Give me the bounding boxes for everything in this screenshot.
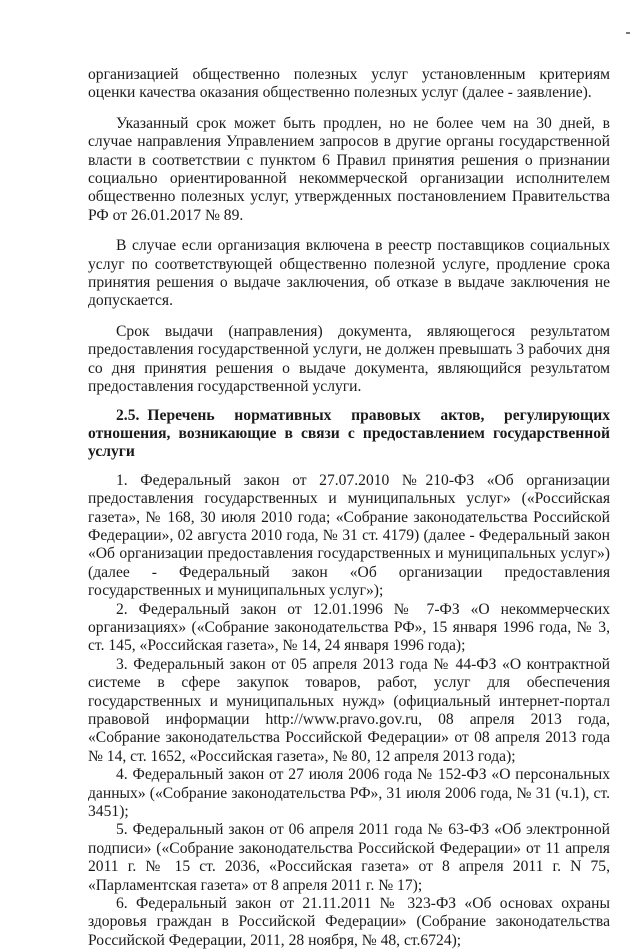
paragraph-continuation: организацией общественно полезных услуг установленным критериям оценки качества оказания общественно полезных услуг (далее - заявление). <box>88 66 610 102</box>
list-item: 3. Федеральный закон от 05 апреля 2013 года № 44-ФЗ «О контрактной системе в сфере закупок товаров, работ, услуг для обеспечения государственных и муниципальных нужд» (официальный интернет-портал правовой информации http://www.pravo.gov.ru, 08 апреля 2013 года, «Собрание законодательства Российской Федерации» от 08 апреля 2013 года № 14, ст. 1652, «Российская газета», № 80, 12 апреля 2013 года); <box>88 655 610 765</box>
paragraph-extension: Указанный срок может быть продлен, но не более чем на 30 дней, в случае направления Управлением запросов в другие органы государственной власти в соответствии с пунктом 6 Правил принятия решения о признании социально ориентированной некоммерческой организации исполнителем общественно полезных услуг, утвержденных постановлением Правительства РФ от 26.01.2017 № 89. <box>88 114 610 224</box>
document-body <box>88 66 610 950</box>
list-item: 6. Федеральный закон от 21.11.2011 № 323-ФЗ «Об основах охраны здоровья граждан в Российской Федерации» (Собрание законодательства Российской Федерации, 2011, 28 ноября, № 48, ст.6724); <box>88 895 610 949</box>
section-title: Перечень нормативных правовых актов, регулирующих отношения, возникающие в связи с предоставлением государственной услуги <box>88 406 610 461</box>
list-item: 2. Федеральный закон от 12.01.1996 № 7-ФЗ «О некоммерческих организациях» («Собрание законодательства РФ», 15 января 1996 года, № 3, ст. 145, «Российская газета», № 14, 24 января 1996 года); <box>88 600 610 655</box>
scan-mark <box>626 32 630 34</box>
section-number: 2.5. <box>116 406 140 424</box>
list-item: 5. Федеральный закон от 06 апреля 2011 года № 63-ФЗ «Об электронной подписи» («Собрание законодательства Российской Федерации» от 11 апреля 2011 г. № 15 ст. 2036, «Российская газета» от 8 апреля 2011 г. N 75, «Парламентская газета» от 8 апреля 2011 г. № 17); <box>88 821 610 894</box>
paragraph-issue-term: Срок выдачи (направления) документа, являющегося результатом предоставления государственной услуги, не должен превышать 3 рабочих дня со дня принятия решения о выдаче документа, являющийся результатом предоставления государственной услуги. <box>88 322 610 396</box>
paragraph-registry: В случае если организация включена в реестр поставщиков социальных услуг по соответствующей общественно полезной услуге, продление срока принятия решения о выдаче заключения, об отказе в выдаче заключения не допускается. <box>88 237 610 310</box>
section-heading <box>88 407 610 462</box>
list-item: 1. Федеральный закон от 27.07.2010 №210-ФЗ «Об организации предоставления государственных и муниципальных услуг» («Российская газета», № 168, 30 июля 2010 года; «Собрание законодательства Российской Федерации», 02 августа 2010 года, № 31 ст. 4179) (далее - Федеральный закон «Об организации предоставления государственных и муниципальных услуг») (далее - Федеральный закон «Об организации предоставления государственных и муниципальных услуг»); <box>88 471 610 600</box>
list-item: 4. Федеральный закон от 27 июля 2006 года № 152-ФЗ «О персональных данных» («Собрание законодательства РФ», 31 июля 2006 года, № 31 (ч.1), ст. 3451); <box>88 766 610 821</box>
